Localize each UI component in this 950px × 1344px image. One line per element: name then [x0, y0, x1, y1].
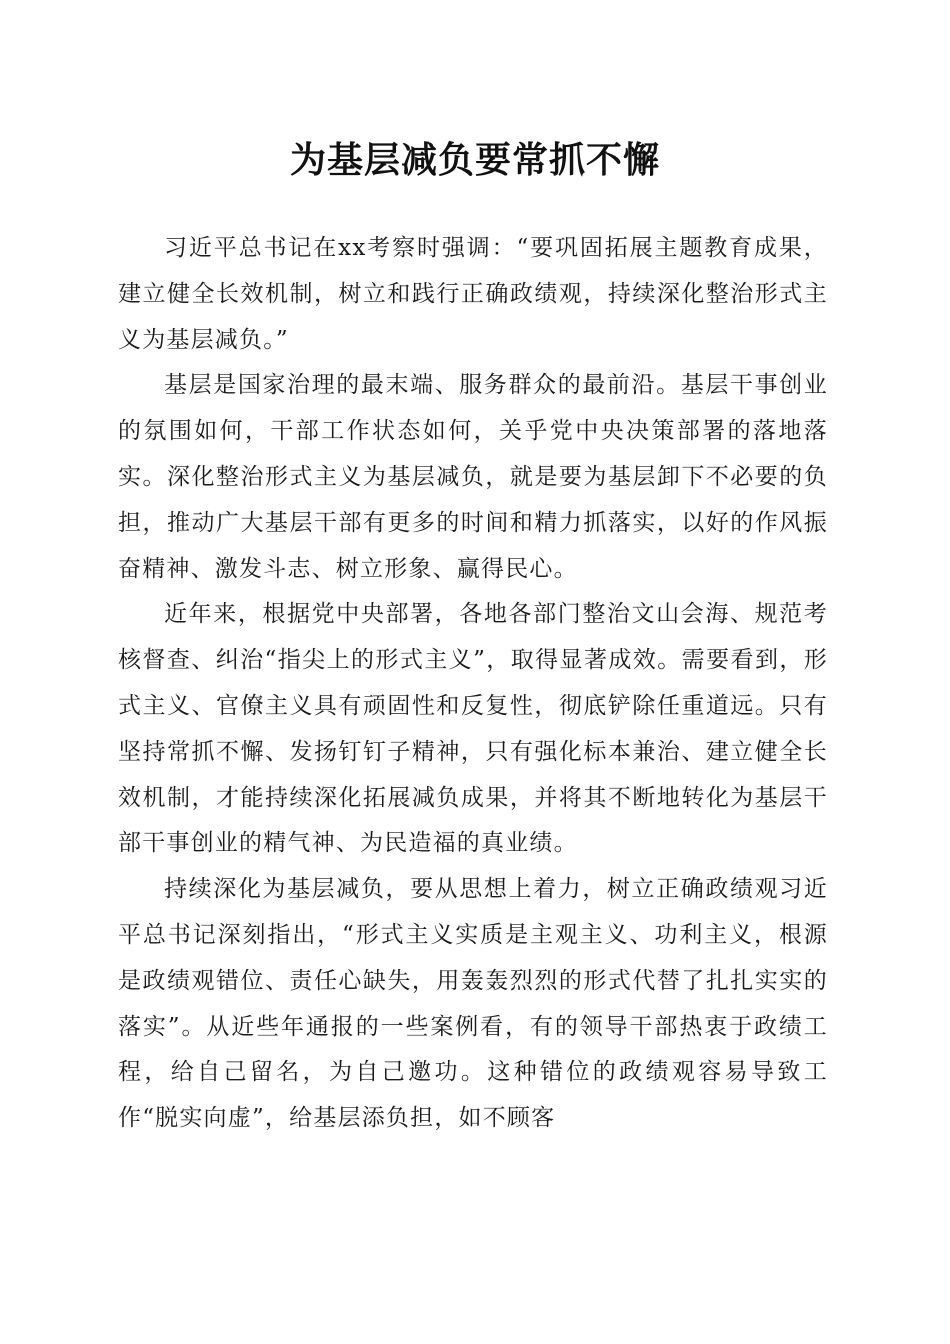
paragraph: 近年来，根据党中央部署，各地各部门整治文山会海、规范考核督查、纠治“指尖上的形式主义”，取得显著成效。需要看到，形式主义、官僚主义具有顽固性和反复性，彻底铲除任重道远。只有坚持常抓不懈、发扬钉钉子精神，只有强化标本兼治、建立健全长效机制，才能持续深化拓展减负成果，并将其不断地转化为基层干部干事创业的精气神、为民造福的真业绩。 [118, 601, 828, 857]
paragraph: 基层是国家治理的最末端、服务群众的最前沿。基层干事创业的氛围如何，干部工作状态如何，关乎党中央决策部署的落地落实。深化整治形式主义为基层减负，就是要为基层卸下不必要的负担，推动广大基层干部有更多的时间和精力抓落实，以好的作风振奋精神、激发斗志、树立形象、赢得民心。 [118, 372, 828, 582]
document-title: 为基层减负要常抓不懈 [289, 139, 660, 181]
paragraph: 习近平总书记在xx考察时强调：“要巩固拓展主题教育成果，建立健全长效机制，树立和践行正确政绩观，持续深化整治形式主义为基层减负。” [118, 235, 828, 353]
paragraph: 持续深化为基层减负，要从思想上着力，树立正确政绩观习近平总书记深刻指出，“形式主义实质是主观主义、功利主义，根源是政绩观错位、责任心缺失，用轰轰烈烈的形式代替了扎扎实实的落实”。从近些年通报的一些案例看，有的领导干部热衷于政绩工程，给自己留名，为自己邀功。这种错位的政绩观容易导致工作“脱实向虚”，给基层添负担，如不顾客 [118, 876, 828, 1132]
document-body [118, 226, 828, 1142]
